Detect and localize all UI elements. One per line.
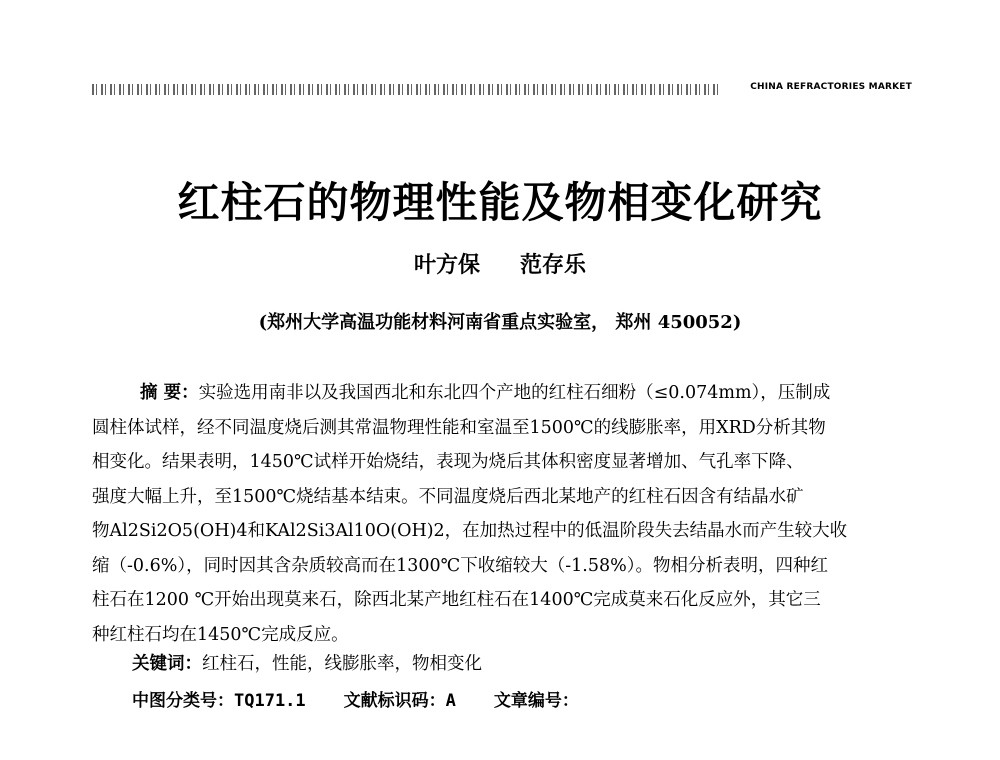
abstract-line-1 [92, 376, 912, 411]
doc-code-label: 文献标识码： [343, 691, 446, 711]
clc-value: TQ171.1 [234, 691, 306, 711]
abstract-line-4: 强度大幅上升，至1500℃烧结基本结束。不同温度烧后西北某地产的红柱石因含有结晶水矿 [92, 486, 804, 507]
classification-row [132, 686, 579, 711]
journal-header-band [92, 82, 912, 96]
abstract-line-2: 圆柱体试样，经不同温度烧后测其常温物理性能和室温至1500℃的线膨胀率，用XRD分析其物 [92, 417, 826, 438]
abstract [92, 376, 912, 652]
authors [0, 248, 1000, 279]
abstract-text: 实验选用南非以及我国西北和东北四个产地的红柱石细粉（≤0.074mm），压制成 [198, 383, 831, 403]
header-decorative-strip [92, 84, 722, 95]
clc-label: 中图分类号： [132, 691, 234, 711]
abstract-line-7: 柱石在1200 ℃开始出现莫来石，除西北某产地红柱石在1400℃完成莫来石化反应外，其它三 [92, 590, 821, 610]
keywords [132, 650, 482, 675]
journal-name: CHINA REFRACTORIES MARKET [750, 82, 912, 92]
abstract-line-8: 种红柱石均在1450℃完成反应。 [92, 624, 349, 645]
abstract-line-6: 缩（-0.6%），同时因其含杂质较高而在1300℃下收缩较大（-1.58%）。物相分析表明，四种红 [92, 555, 828, 576]
abstract-line-3: 相变化。结果表明，1450℃试样开始烧结，表现为烧后其体积密度显著增加、气孔率下降、 [92, 452, 804, 472]
article-number-label: 文章编号： [493, 691, 579, 711]
affiliation: (郑州大学高温功能材料河南省重点实验室， 郑州 450052) [258, 312, 742, 333]
author-2: 范存乐 [520, 252, 587, 278]
author-1: 叶方保 [413, 252, 480, 278]
keywords-text: 红柱石，性能，线膨胀率，物相变化 [202, 654, 482, 674]
keywords-label: 关键词： [132, 654, 202, 674]
paper-title: 红柱石的物理性能及物相变化研究 [177, 178, 823, 227]
doc-code-value: A [445, 691, 456, 711]
abstract-line-5: 物Al2Si2O5(OH)4和KAl2Si3Al10O(OH)2，在加热过程中的低温阶段失去结晶水而产生较大收 [92, 521, 848, 541]
abstract-label: 摘 要： [140, 383, 199, 403]
